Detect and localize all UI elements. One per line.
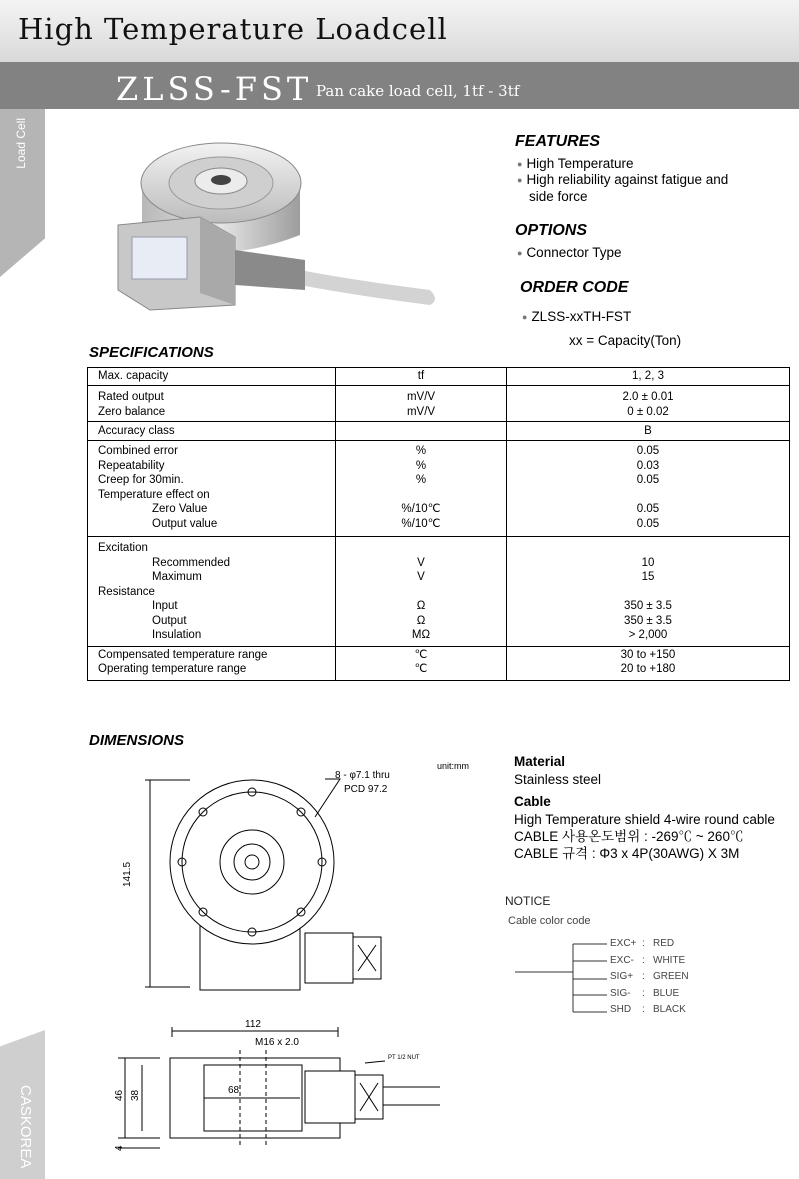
table-row [88, 386, 790, 422]
material-heading: Material [514, 754, 566, 769]
spec-label: Recommended [152, 556, 230, 569]
spec-unit: ℃ [414, 663, 428, 675]
connector-leader [365, 1061, 385, 1063]
spec-label: Zero balance [98, 405, 166, 418]
wire-color: RED [653, 938, 675, 949]
spec-unit: V [417, 571, 425, 583]
unit-label: unit:mm [437, 761, 470, 771]
connector-cross [358, 945, 376, 971]
spec-label: Repeatability [98, 459, 165, 472]
spec-unit: mV/V [406, 405, 436, 418]
spec-value: > 2,000 [628, 629, 668, 641]
options-heading: OPTIONS [515, 222, 588, 239]
wire-name: SIG- [610, 987, 631, 999]
brand-label: CASKOREA [17, 1085, 34, 1169]
spec-unit: % [415, 445, 427, 457]
side-connector-cross [360, 1083, 378, 1111]
side-tab-label: Load Cell [14, 118, 28, 169]
cable-gland-shape [235, 250, 305, 290]
side-connector [305, 1071, 355, 1123]
spec-label: Output [152, 614, 187, 627]
label-plate-shape [132, 237, 187, 279]
spec-unit: tf [417, 370, 425, 382]
order-code-note: xx = Capacity(Ton) [569, 333, 682, 348]
model-band-left [0, 62, 45, 109]
spec-unit: MΩ [411, 629, 431, 641]
feature-item: ● High Temperature [517, 155, 634, 174]
wire-diagram [515, 936, 625, 1020]
dim-46: 46 [114, 1089, 125, 1101]
spec-value: 0 ± 0.02 [627, 405, 669, 418]
product-photo [110, 125, 440, 315]
spec-label: Compensated temperature range [98, 648, 268, 661]
spec-label: Resistance [98, 585, 155, 598]
spec-unit: V [417, 556, 425, 569]
wire-name: EXC+ [610, 938, 637, 949]
spec-unit [336, 422, 506, 440]
spec-value: 0.05 [636, 517, 660, 530]
spec-unit [336, 585, 506, 600]
spec-value: 350 ± 3.5 [624, 614, 672, 627]
spec-label: Combined error [98, 445, 178, 457]
spec-unit [336, 541, 506, 556]
top-view [145, 779, 381, 990]
hole-note: 8 - φ7.1 thru [335, 770, 390, 781]
spec-unit: %/10℃ [401, 503, 441, 515]
spec-value: B [644, 425, 652, 437]
spec-value: 2.0 ± 0.01 [622, 391, 674, 403]
table-row [88, 646, 790, 680]
cable-color-heading: Cable color code [508, 915, 591, 927]
spec-value: 350 ± 3.5 [624, 600, 672, 612]
spec-value: 15 [641, 571, 655, 583]
wire-color: GREEN [653, 971, 689, 982]
features-heading: FEATURES [515, 133, 601, 150]
spec-value [507, 541, 789, 556]
top-view-outer-circle [170, 780, 334, 944]
spec-value: 0.03 [636, 459, 660, 472]
wire-colors [653, 936, 689, 1019]
wire-name: SHD [610, 1004, 632, 1015]
inner-dim: 68 [228, 1085, 240, 1096]
connector-note: PT 1/2 NUT [388, 1055, 420, 1061]
spec-value [507, 488, 789, 503]
spec-label: Accuracy class [98, 425, 175, 437]
cable-line: CABLE 규격 : Φ3 x 4P(30AWG) X 3M [514, 846, 740, 861]
dimensions-heading: DIMENSIONS [89, 732, 185, 749]
feature-item: ● High reliability against fatigue and [517, 171, 728, 190]
dim-38: 38 [130, 1089, 141, 1101]
connector-outline [305, 933, 353, 983]
cable-line: CABLE 사용온도범위 : -269℃ ~ 260℃ [514, 829, 744, 844]
spec-value: 0.05 [636, 445, 660, 457]
model-description: Pan cake load cell, 1tf - 3tf [316, 82, 520, 100]
spec-label: Zero Value [152, 503, 208, 515]
cable-heading: Cable [514, 794, 551, 809]
spec-value: 1, 2, 3 [632, 370, 664, 382]
spec-unit: mV/V [406, 391, 436, 403]
order-code-heading: ORDER CODE [520, 279, 629, 296]
wire-name: SIG+ [610, 971, 634, 982]
spec-value: 0.05 [636, 503, 660, 515]
thread-note: M16 x 2.0 [255, 1037, 299, 1048]
wire-trunk [515, 944, 573, 1012]
wire-colons: : : : : : [642, 938, 645, 1015]
spec-value: 20 to +180 [620, 663, 676, 675]
table-row [88, 537, 790, 647]
spec-value: 0.05 [636, 474, 660, 486]
spec-label: Temperature effect on [98, 488, 210, 501]
material-value: Stainless steel [514, 772, 602, 787]
order-code: ● ZLSS-xxTH-FST [522, 308, 631, 327]
dimension-drawing [100, 765, 490, 1155]
wire-color: BLACK [653, 1004, 686, 1015]
page-title: High Temperature Loadcell [18, 12, 448, 46]
spec-label: Insulation [152, 629, 202, 641]
model-name: ZLSS-FST [116, 70, 313, 108]
wire-name: EXC- [610, 954, 634, 966]
spec-label: Rated output [98, 391, 164, 403]
hole-leader [315, 779, 340, 817]
spec-value: 30 to +150 [620, 648, 676, 661]
spec-label: Maximum [152, 571, 202, 583]
table-row [88, 368, 790, 386]
spec-label: Operating temperature range [98, 663, 247, 675]
option-item: ● Connector Type [517, 244, 622, 263]
specifications-heading: SPECIFICATIONS [89, 344, 214, 361]
cable-line: High Temperature shield 4-wire round cable [514, 812, 775, 827]
height-dim: 141.5 [122, 861, 133, 887]
spec-unit: ℃ [414, 648, 428, 661]
spec-value [507, 585, 789, 600]
specifications-table [87, 367, 790, 681]
spec-unit: Ω [416, 614, 426, 627]
wire-color: WHITE [653, 954, 686, 966]
table-row [88, 422, 790, 441]
spec-unit: Ω [416, 600, 426, 612]
wire-color: BLUE [653, 987, 680, 999]
wire-names [610, 936, 636, 1019]
spec-value: 10 [641, 556, 655, 569]
spec-label: Creep for 30min. [98, 474, 184, 486]
dim-4: 4 [114, 1145, 125, 1151]
side-cable [383, 1087, 440, 1105]
spec-label: Max. capacity [98, 370, 169, 382]
table-row [88, 441, 790, 537]
spec-label: Excitation [98, 542, 148, 554]
spec-unit: % [415, 459, 427, 472]
spec-unit [336, 488, 506, 503]
notice-heading: NOTICE [505, 894, 551, 908]
pcd-note: PCD 97.2 [344, 784, 388, 795]
spec-unit: % [415, 474, 427, 486]
spec-label: Output value [152, 517, 218, 530]
spec-label: Input [152, 600, 178, 612]
center-hole-shape [211, 175, 231, 185]
spec-unit: %/10℃ [401, 517, 441, 530]
width-dim: 112 [245, 1019, 261, 1030]
feature-item-cont: side force [529, 189, 588, 204]
